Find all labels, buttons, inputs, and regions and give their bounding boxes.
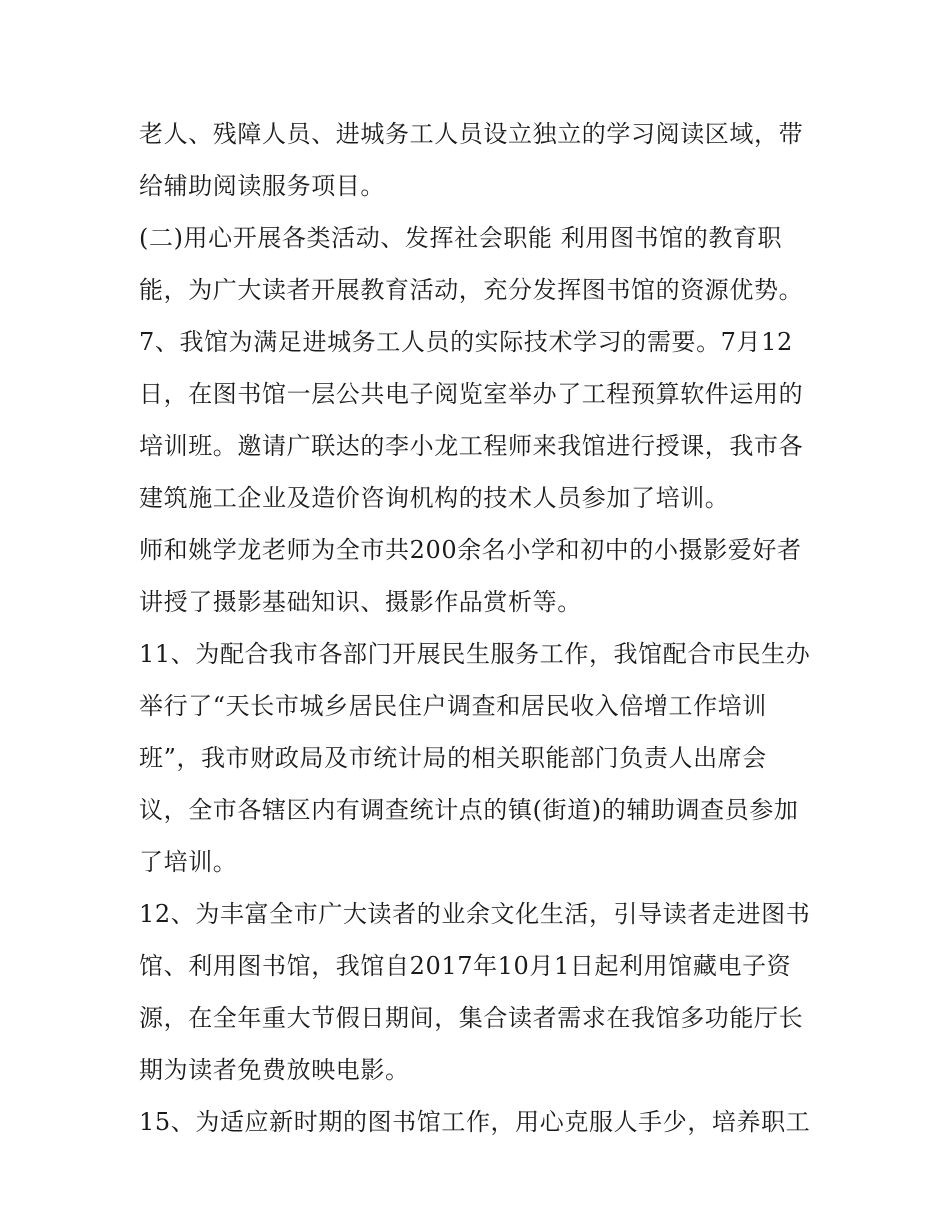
text-line: 馆、利用图书馆，我馆自2017年10月1日起利用馆藏电子资 — [139, 952, 792, 980]
text-line: 师和姚学龙老师为全市共200余名小学和初中的小摄影爱好者 — [139, 536, 802, 564]
text-line: 能，为广大读者开展教育活动，充分发挥图书馆的资源优势。 — [139, 276, 804, 304]
text-line: 7、我馆为满足进城务工人员的实际技术学习的需要。7月12 — [139, 328, 793, 356]
text-line: 期为读者免费放映电影。 — [139, 1056, 410, 1084]
text-line: (二)用心开展各类活动、发挥社会职能 利用图书馆的教育职 — [139, 224, 783, 252]
text-line: 11、为配合我市各部门开展民生服务工作，我馆配合市民生办 — [139, 640, 811, 668]
text-line: 议，全市各辖区内有调查统计点的镇(街道)的辅助调查员参加 — [139, 796, 799, 824]
text-line: 15、为适应新时期的图书馆工作，用心克服人手少，培养职工 — [139, 1108, 811, 1136]
text-line: 老人、残障人员、进城务工人员设立独立的学习阅读区域，带 — [139, 120, 804, 148]
text-line: 建筑施工企业及造价咨询机构的技术人员参加了培训。 — [139, 484, 730, 512]
text-line: 了培训。 — [139, 848, 238, 876]
text-line: 12、为丰富全市广大读者的业余文化生活，引导读者走进图书 — [139, 900, 811, 928]
text-line: 源，在全年重大节假日期间，集合读者需求在我馆多功能厅长 — [139, 1004, 804, 1032]
text-line: 举行了“天长市城乡居民住户调查和居民收入倍增工作培训 — [139, 692, 767, 720]
text-line: 给辅助阅读服务项目。 — [139, 172, 385, 200]
document-body — [139, 108, 819, 1148]
text-line: 班”，我市财政局及市统计局的相关职能部门负责人出席会 — [139, 744, 767, 772]
text-line: 日，在图书馆一层公共电子阅览室举办了工程预算软件运用的 — [139, 380, 804, 408]
text-line: 培训班。邀请广联达的李小龙工程师来我馆进行授课，我市各 — [139, 432, 804, 460]
text-line: 讲授了摄影基础知识、摄影作品赏析等。 — [139, 588, 582, 616]
